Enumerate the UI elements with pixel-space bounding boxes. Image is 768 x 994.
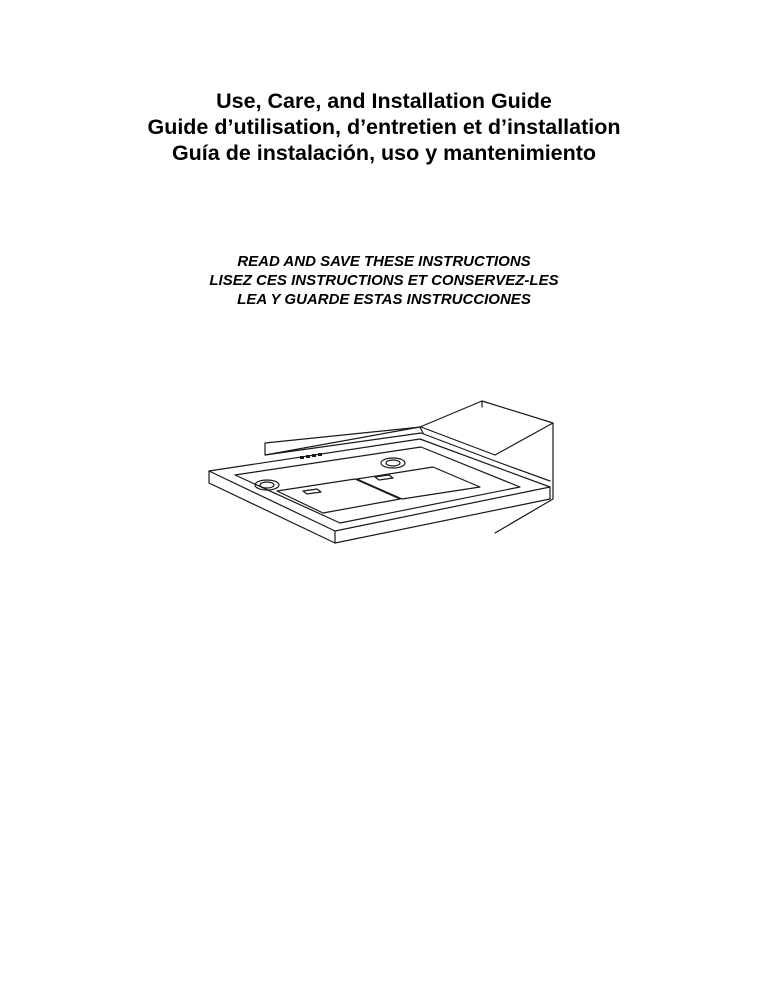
instruction-french: LISEZ CES INSTRUCTIONS ET CONSERVEZ-LES bbox=[209, 272, 559, 289]
filter-divider bbox=[355, 479, 402, 499]
control-button-1 bbox=[300, 456, 304, 459]
control-button-2 bbox=[306, 455, 310, 458]
range-hood-illustration bbox=[195, 395, 575, 555]
control-button-3 bbox=[312, 454, 316, 457]
filter-handle-left bbox=[303, 489, 321, 494]
title-spanish: Guía de instalación, uso y mantenimiento bbox=[171, 141, 597, 165]
instructions-block bbox=[0, 252, 768, 309]
title-block bbox=[0, 88, 768, 166]
filter-left bbox=[277, 479, 400, 513]
instruction-spanish: LEA Y GUARDE ESTAS INSTRUCCIONES bbox=[237, 291, 531, 308]
light-right-inner bbox=[386, 460, 400, 466]
instruction-english: READ AND SAVE THESE INSTRUCTIONS bbox=[237, 253, 531, 270]
title-french: Guide d’utilisation, d’entretien et d’installation bbox=[147, 115, 621, 139]
control-button-4 bbox=[318, 453, 322, 456]
range-hood-drawing bbox=[195, 395, 575, 555]
title-english: Use, Care, and Installation Guide bbox=[216, 89, 552, 113]
hood-top-sheet bbox=[265, 423, 553, 455]
hood-back-box bbox=[420, 401, 553, 533]
light-left-inner bbox=[260, 482, 274, 488]
filter-right bbox=[357, 467, 480, 499]
hood-inner-recess bbox=[235, 447, 520, 523]
